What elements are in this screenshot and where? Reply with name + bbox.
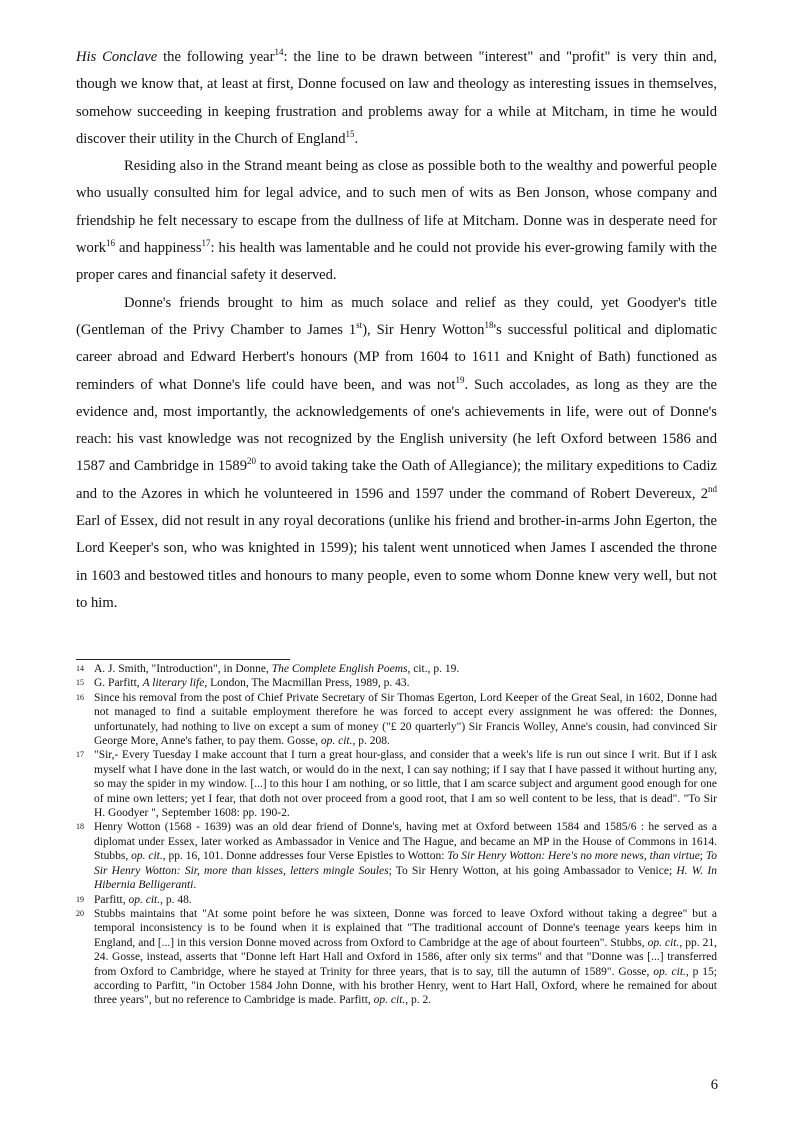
text-run: .	[354, 130, 359, 147]
footnote-ref-16[interactable]: 16	[106, 238, 115, 249]
footnote-ref-17[interactable]: 17	[201, 238, 211, 249]
text-run: : the line to be drawn between "interest" and "profit" is very thin and, though we know that, at least at first, Donne focused on law and theology as interesting issues in themselves, somehow succeeding in keeping frustration and problems away for a while at Mitcham, in time he would discover their utility in the Church of England	[76, 49, 717, 147]
footnote-number: 16	[76, 692, 84, 702]
footnote-text: "Sir,- Every Tuesday I make account that I turn a great hour-glass, and consider that a week's life is run out since I writ. But if I ask myself what I have done in the last watch, or would do in the next, I can say nothing; if I say that I have passed it without hurting any, so may the spider in my window. [...] to this hour I am nothing, or so little, that I am scarce subject and argument good enough for one of mine own letters; yet I fear, that doth not over proceed from a good root, that I am so well content to be less, that is dead". "To Sir H. Goodyer ", September 1608: pp. 190-2.	[94, 749, 717, 820]
footnote-number: 18	[76, 822, 84, 832]
footnote-separator	[76, 659, 290, 660]
footnote-18	[76, 820, 717, 892]
paragraph-2	[76, 153, 717, 289]
footnote-number: 19	[76, 894, 84, 904]
footnote-number: 15	[76, 678, 84, 688]
text-run: Earl of Essex, did not result in any royal decorations (unlike his friend and brother-in-arms John Egerton, the Lord Keeper's son, who was knighted in 1599); his talent went unnoticed when James I ascended the throne in 1603 and bestowed titles and honours to many people, even to some whom Donne knew very well, but not to him.	[76, 513, 717, 611]
footnote-text: Stubbs maintains that "At some point before he was sixteen, Donne was forced to leave Oxford without taking a degree" but a temporal inconsistency is to be found when it is explained that "The traditional account of Donne's teenage years keeps him in England, and [...] in this version Donne moved across from Oxford to Cambridge at the age of about fourteen". Stubbs, op. cit., pp. 21, 24. Gosse, instead, asserts that "Donne left Hart Hall and Oxford in 1586, after only six terms" and that "Donne was [...] transferred from Oxford to Cambridge, where he stayed at Trinity for three years, that is to say, till the autumn of 1589". Gosse, op. cit., p 15; according to Parfitt, "in October 1584 John Donne, with his brother Henry, went to Hart Hall, Oxford, where he remained for about three years", but no reference to Cambridge is made. Parfitt, op. cit., p. 2.	[94, 907, 718, 1007]
footnote-14	[76, 662, 717, 676]
footnote-15	[76, 676, 717, 690]
footnote-20	[76, 907, 717, 1008]
footnote-ref-19[interactable]: 19	[455, 374, 465, 385]
text-run: ), Sir Henry Wotton	[362, 321, 485, 338]
footnote-17	[76, 748, 717, 820]
footnotes	[76, 662, 717, 1008]
footnote-text: G. Parfitt, A literary life, London, The Macmillan Press, 1989, p. 43.	[94, 677, 410, 690]
ordinal-suffix: nd	[708, 483, 717, 494]
text-run: the following year	[157, 49, 275, 65]
body-text	[76, 44, 717, 617]
text-run: Donne's friends brought to him as much solace and relief as they could, yet Goodyer's title (Gentleman of the Privy Chamber to James 1	[76, 294, 717, 338]
footnote-16	[76, 691, 717, 749]
footnote-19	[76, 893, 717, 907]
book-title: His Conclave	[76, 49, 158, 65]
footnote-ref-15[interactable]: 15	[345, 129, 355, 140]
paragraph-1	[76, 44, 717, 153]
footnote-number: 20	[76, 908, 84, 918]
footnote-ref-14[interactable]: 14	[274, 47, 284, 58]
page-number: 6	[710, 1077, 718, 1093]
footnote-text: Henry Wotton (1568 - 1639) was an old dear friend of Donne's, having met at Oxford between 1584 and 1585/6 : he served as a diplomat under Essex, later worked as Ambassador in Venice and The Hague, and became an MP in the House of Commons in 1614. Stubbs, op. cit., pp. 16, 101. Donne addresses four Verse Epistles to Wotton: To Sir Henry Wotton: Here's no more news, than virtue; To Sir Henry Wotton: Sir, more than kisses, letters mingle Soules; To Sir Henry Wotton, at his going Ambassador to Venice; H. W. In Hibernia Belligeranti.	[94, 821, 717, 892]
text-run: . Such accolades, as long as they are the evidence and, most importantly, the acknowledgements of one's achievements in life, were out of Donne's reach: his vast knowledge was not recognized by the English university (he left Oxford between 1586 and 1587 and Cambridge in 1589	[76, 376, 717, 475]
footnote-number: 14	[76, 664, 84, 673]
footnote-text: Parfitt, op. cit., p. 48.	[94, 893, 192, 906]
text-run: to avoid taking take the Oath of Allegiance); the military expeditions to Cadiz and to the Azores in which he volunteered in 1596 and 1597 under the command of Robert Devereux, 2	[76, 458, 717, 502]
footnote-ref-18[interactable]: 18	[484, 320, 494, 331]
footnote-text: A. J. Smith, "Introduction", in Donne, The Complete English Poems, cit., p. 19.	[94, 663, 460, 675]
text-run: : his health was lamentable and he could not provide his ever-growing family with the proper cares and financial safety it deserved.	[76, 240, 717, 284]
text-run: 's successful political and diplomatic career abroad and Edward Herbert's honours (MP from 1604 to 1611 and Knight of Bath) functioned as reminders of what Donne's life could have been, and was not	[76, 321, 717, 393]
text-run: and happiness	[115, 240, 202, 257]
paragraph-3	[76, 290, 717, 618]
footnote-text: Since his removal from the post of Chief Private Secretary of Sir Thomas Egerton, Lord Keeper of the Great Seal, in 1602, Donne had not managed to find a suitable employment therefore he was forced to accept every assignment he was offered: the Donnes, unfortunately, had nothing to live on except a sum of money ("£ 20 quarterly") Sir Francis Wolley, Anne's cousin, had convinced Sir George More, Anne's father, to pay them. Gosse, op. cit., p. 208.	[94, 691, 717, 748]
ordinal-suffix: st	[356, 320, 363, 331]
footnote-ref-20[interactable]: 20	[247, 456, 257, 467]
footnote-number: 17	[76, 750, 84, 760]
text-run: Residing also in the Strand meant being as close as possible both to the wealthy and powerful people who usually consulted him for legal advice, and to such men of wits as Ben Jonson, whose company and friendship he felt necessary to escape from the dullness of life at Mitcham. Donne was in desperate need for work	[76, 158, 717, 257]
